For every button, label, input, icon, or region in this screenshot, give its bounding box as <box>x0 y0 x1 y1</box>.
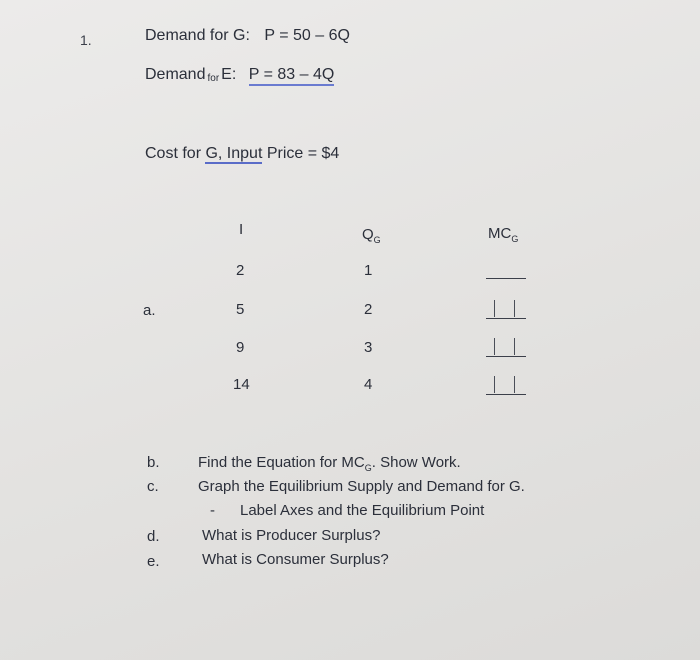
demand-e-equation: P = 83 – 4Q <box>249 66 335 86</box>
mc-answer-blank <box>486 318 526 319</box>
part-b-text-b: . Show Work. <box>371 454 461 471</box>
part-c-text: Graph the Equilibrium Supply and Demand for G. <box>198 478 525 495</box>
mc-answer-blank <box>486 394 526 395</box>
divider-mark <box>514 338 515 355</box>
part-b-text <box>198 454 461 473</box>
table-header-mc-text: MC <box>488 225 512 242</box>
demand-g-equation: P = 50 – 6Q <box>264 27 350 44</box>
table-cell-input: 2 <box>236 262 245 279</box>
part-a-label: a. <box>143 302 156 319</box>
demand-e-label-a: Demand <box>145 66 206 83</box>
part-d-label: d. <box>147 528 160 545</box>
mc-answer-blank <box>486 278 526 279</box>
divider-mark <box>494 338 495 355</box>
table-cell-input: 9 <box>236 339 245 356</box>
demand-e-label-small: for <box>207 73 220 84</box>
table-cell-input: 5 <box>236 301 245 318</box>
divider-mark <box>514 300 515 317</box>
demand-g-label: Demand for G: <box>145 27 250 44</box>
part-b-text-a: Find the Equation for MC <box>198 454 365 471</box>
part-d-text: What is Producer Surplus? <box>202 527 381 544</box>
cost-prefix: Cost for <box>145 145 206 162</box>
cost-line <box>145 145 339 163</box>
divider-mark <box>494 300 495 317</box>
part-c-sub-dash: - <box>210 502 215 519</box>
divider-mark <box>494 376 495 393</box>
table-header-mc <box>488 225 518 244</box>
part-b-sub: G <box>364 463 372 473</box>
table-cell-q: 1 <box>364 262 373 279</box>
cost-suffix: Price = $4 <box>262 145 340 162</box>
problem-number: 1. <box>80 32 92 48</box>
demand-e-line <box>145 66 334 84</box>
divider-mark <box>514 376 515 393</box>
table-header-quantity <box>362 226 381 245</box>
part-c-label: c. <box>147 478 159 495</box>
table-cell-input: 14 <box>233 376 250 393</box>
part-c-sub-text: Label Axes and the Equilibrium Point <box>240 502 485 519</box>
table-header-mc-sub: G <box>511 234 519 244</box>
part-e-label: e. <box>147 553 160 570</box>
part-e-text: What is Consumer Surplus? <box>202 551 389 568</box>
table-cell-q: 2 <box>364 301 373 318</box>
demand-e-label-b: E: <box>221 66 237 83</box>
table-header-quantity-text: Q <box>362 226 374 243</box>
cost-underlined: G, Input <box>205 145 263 162</box>
mc-answer-blank <box>486 356 526 357</box>
table-header-quantity-sub: G <box>373 235 381 245</box>
table-cell-q: 3 <box>364 339 373 356</box>
part-b-label: b. <box>147 454 160 471</box>
table-header-input: I <box>239 221 244 238</box>
demand-g-line <box>145 27 350 45</box>
table-cell-q: 4 <box>364 376 373 393</box>
